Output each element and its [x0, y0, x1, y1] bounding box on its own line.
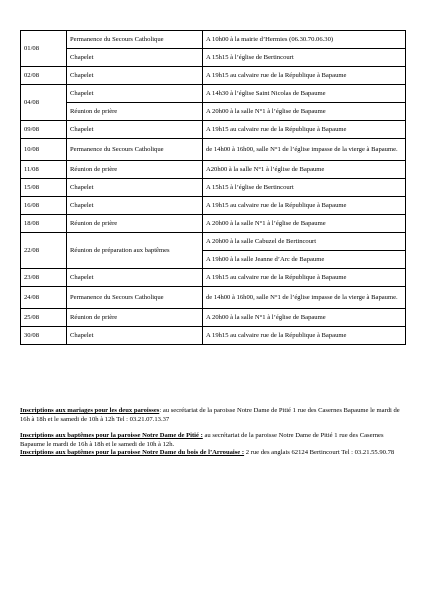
schedule-row	[21, 197, 406, 215]
schedule-info: A 15h15 à l’église de Bertincourt	[203, 49, 406, 67]
schedule-date: 22/08	[21, 233, 67, 269]
schedule-date: 24/08	[21, 287, 67, 309]
schedule-info: A20h00 à la salle N°1 à l’église de Bapaume	[203, 161, 406, 179]
schedule-info: A 19h15 au calvaire rue de la République à Bapaume	[203, 67, 406, 85]
schedule-info: de 14h00 à 16h00, salle N°1 de l’église impasse de la vierge à Bapaume.	[203, 139, 406, 161]
schedule-date: 09/08	[21, 121, 67, 139]
note-mariages-text: : au secrétariat de la paroisse Notre Dame de Pitié 1 rue des Casernes Bapaume le mardi de 16h à 18h et le samedi de 10h à 12h Tel : 03.21.07.13.37	[20, 407, 400, 423]
schedule-row	[21, 233, 406, 251]
note-mariages	[20, 407, 406, 424]
schedule-event: Chapelet	[67, 85, 203, 103]
schedule-date: 01/08	[21, 31, 67, 67]
schedule-info: A 15h15 à l’église de Bertincourt	[203, 179, 406, 197]
note-bapteme-pitie-label: Inscriptions aux baptêmes pour la paroisse Notre Dame de Pitié :	[20, 432, 203, 440]
note-bapteme-arrouaise-text: 2 rue des anglais 62124 Bertincourt Tel : 03.21.55.90.78	[244, 449, 395, 457]
note-bapteme-pitie-text: au secrétariat de la paroisse Notre Dame de Pitié 1 rue des Casernes Bapaume le mardi de 16h à 18h et le samedi de 10h à 12h.	[20, 432, 384, 448]
schedule-date: 16/08	[21, 197, 67, 215]
registration-notes	[20, 407, 406, 458]
schedule-event: Réunion de prière	[67, 309, 203, 327]
schedule-event: Permanence du Secours Catholique	[67, 287, 203, 309]
schedule-date: 11/08	[21, 161, 67, 179]
schedule-row	[21, 85, 406, 103]
schedule-event: Chapelet	[67, 197, 203, 215]
schedule-date: 18/08	[21, 215, 67, 233]
schedule-row	[21, 269, 406, 287]
schedule-row	[21, 121, 406, 139]
schedule-info: de 14h00 à 16h00, salle N°1 de l’église impasse de la vierge à Bapaume.	[203, 287, 406, 309]
schedule-date: 02/08	[21, 67, 67, 85]
schedule-date: 04/08	[21, 85, 67, 121]
schedule-row	[21, 67, 406, 85]
schedule-event: Chapelet	[67, 327, 203, 345]
schedule-info: A 19h15 au calvaire rue de la République à Bapaume	[203, 269, 406, 287]
schedule-row	[21, 327, 406, 345]
schedule-info: A 19h15 au calvaire rue de la République à Bapaume	[203, 327, 406, 345]
schedule-date: 23/08	[21, 269, 67, 287]
schedule-row	[21, 49, 406, 67]
schedule-row	[21, 179, 406, 197]
schedule-row	[21, 215, 406, 233]
schedule-event: Chapelet	[67, 49, 203, 67]
schedule-info: A 10h00 à la mairie d’Hermies (06.30.70.06.30)	[203, 31, 406, 49]
note-bapteme-pitie	[20, 432, 406, 449]
schedule-body	[21, 31, 406, 345]
schedule-event: Permanence du Secours Catholique	[67, 31, 203, 49]
schedule-info: A 20h00 à la salle Cabuzel de Bertincourt	[203, 233, 406, 251]
schedule-event: Chapelet	[67, 121, 203, 139]
schedule-row	[21, 309, 406, 327]
schedule-date: 15/08	[21, 179, 67, 197]
schedule-info: A 14h30 à l’église Saint Nicolas de Bapaume	[203, 85, 406, 103]
note-bapteme-arrouaise-label: Inscriptions aux baptêmes pour la paroisse Notre Dame du bois de l’Arrouaise :	[20, 449, 245, 457]
schedule-event: Chapelet	[67, 179, 203, 197]
schedule-event: Réunion de préparation aux baptêmes	[67, 233, 203, 269]
schedule-row	[21, 139, 406, 161]
note-bapteme-arrouaise	[20, 449, 406, 458]
schedule-event: Réunion de prière	[67, 215, 203, 233]
schedule-event: Permanence du Secours Catholique	[67, 139, 203, 161]
schedule-info: A 19h15 au calvaire rue de la République à Bapaume	[203, 197, 406, 215]
schedule-table	[20, 30, 406, 345]
schedule-date: 30/08	[21, 327, 67, 345]
schedule-row	[21, 161, 406, 179]
schedule-event: Chapelet	[67, 67, 203, 85]
schedule-row	[21, 103, 406, 121]
schedule-info: A 20h00 à la salle N°1 à l’église de Bapaume	[203, 103, 406, 121]
schedule-event: Réunion de prière	[67, 103, 203, 121]
schedule-event: Chapelet	[67, 269, 203, 287]
schedule-date: 10/08	[21, 139, 67, 161]
schedule-info: A 19h15 au calvaire rue de la République à Bapaume	[203, 121, 406, 139]
schedule-row	[21, 31, 406, 49]
schedule-info: A 20h00 à la salle N°1 à l’église de Bapaume	[203, 309, 406, 327]
schedule-info: A 20h00 à la salle N°1 à l’église de Bapaume	[203, 215, 406, 233]
schedule-info: A 19h00 à la salle Jeanne d’Arc de Bapaume	[203, 251, 406, 269]
schedule-event: Réunion de prière	[67, 161, 203, 179]
schedule-row	[21, 287, 406, 309]
note-mariages-label: Inscriptions aux mariages pour les deux paroisses	[20, 407, 160, 414]
schedule-date: 25/08	[21, 309, 67, 327]
